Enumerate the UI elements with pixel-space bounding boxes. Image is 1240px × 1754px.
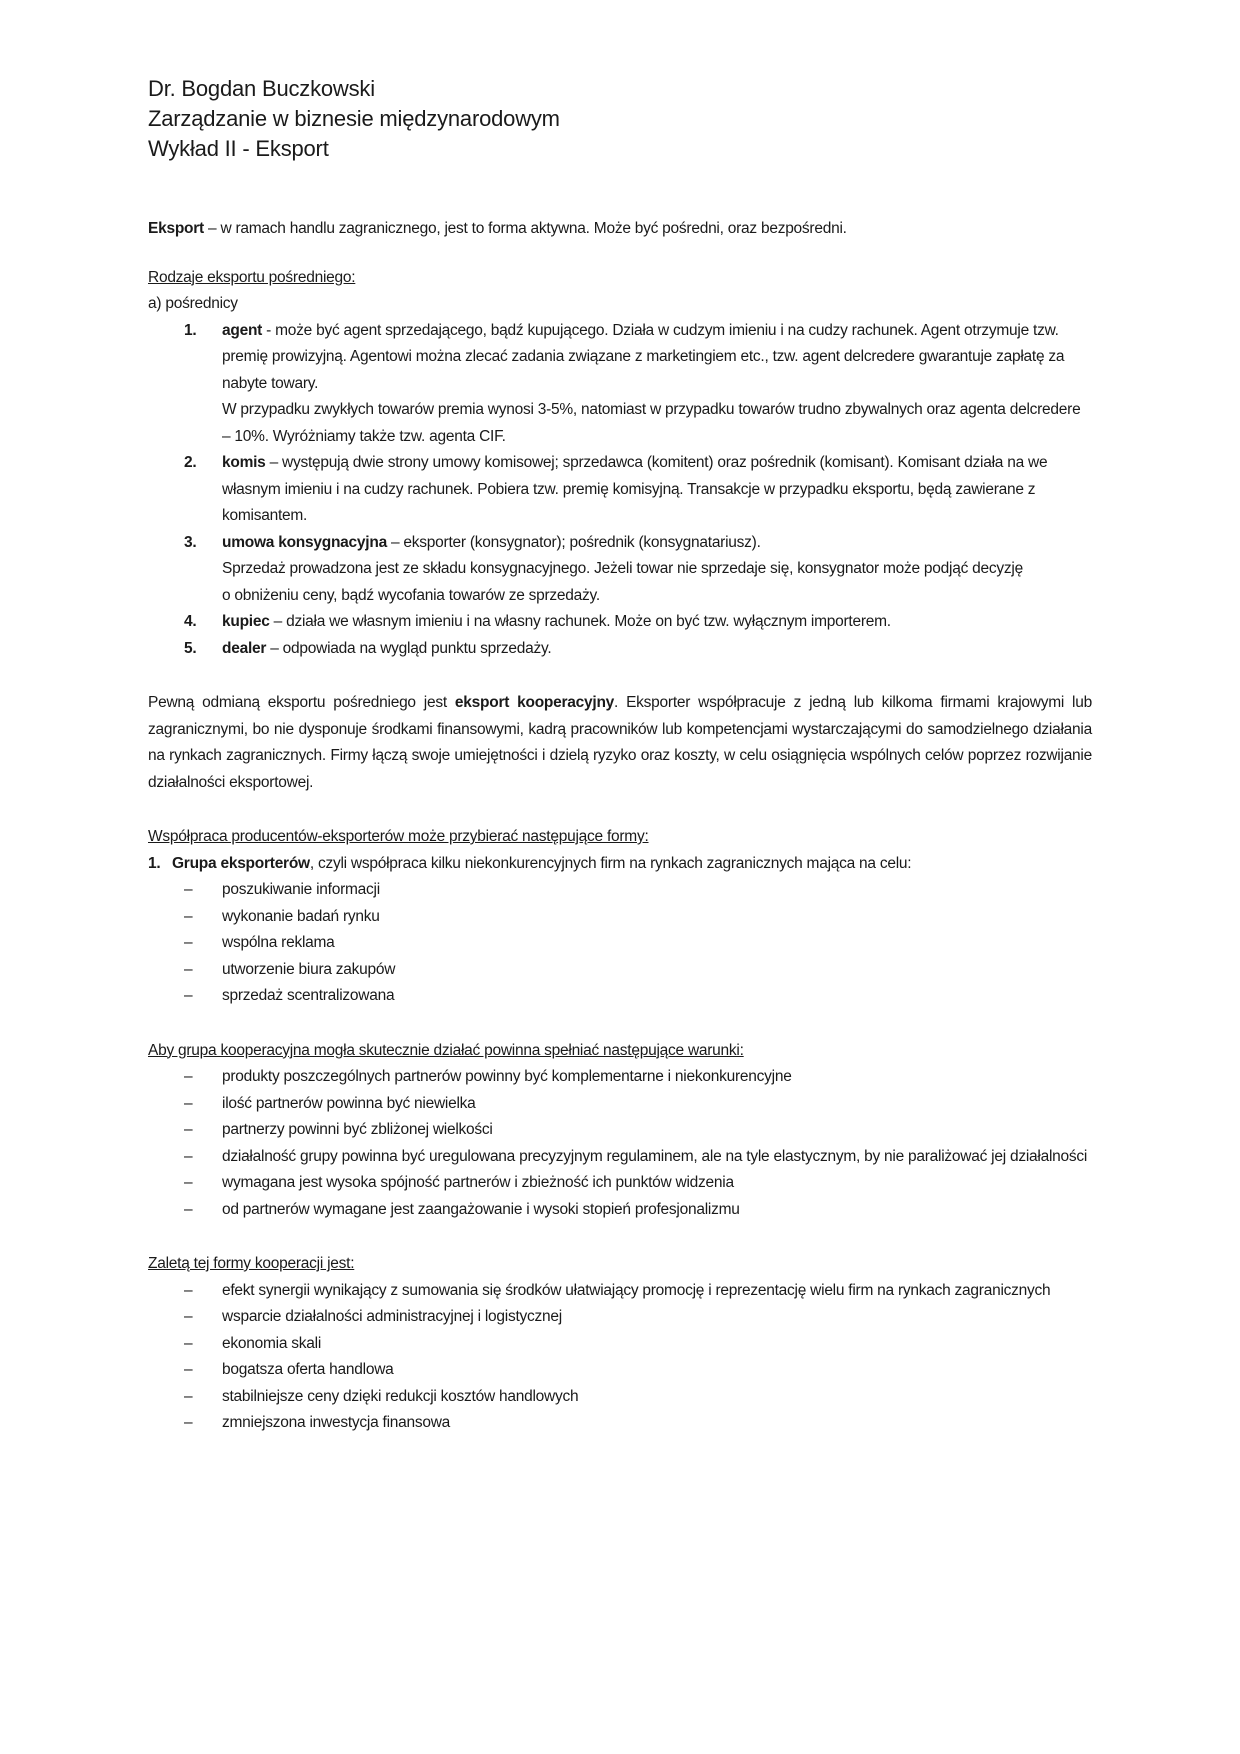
cooperative-text: . Eksporter współpracuje z jedną lub kilkoma firmami krajowymi lub zagranicznymi, bo nie dysponuje środkami finansowymi, kadrą pracowników lub kompetencjami wystarczającymi do samodzielnego działania na rynkach zagranicznych. Firmy łączą swoje umiejętności i dzielą ryzyko oraz koszty, w celu osiągnięcia wspólnych celów poprzez rozwijanie działalności eksportowej. [148, 694, 1092, 791]
list-item [148, 1144, 1092, 1171]
list-item-text: produkty poszczególnych partnerów powinny być komplementarne i niekonkurencyjne [222, 1068, 792, 1085]
dash-bullet: – [184, 1174, 193, 1191]
dash-bullet: – [184, 1200, 193, 1218]
list-item [148, 1410, 1092, 1437]
dash-bullet: – [184, 1147, 193, 1165]
item-term: agent [222, 321, 263, 339]
item-text: – eksporter (konsygnator); pośrednik (konsygnatariusz). [386, 533, 761, 551]
dash-bullet: – [184, 1068, 193, 1085]
course-title: Zarządzanie w biznesie międzynarodowym [148, 106, 560, 131]
item-number: 5. [184, 639, 197, 657]
list-item-text: ilość partnerów powinna być niewielka [222, 1094, 476, 1112]
lecture-title: Wykład II - Eksport [148, 136, 329, 161]
dash-bullet: – [184, 987, 193, 1004]
dash-bullet: – [184, 1414, 193, 1431]
dash-bullet: – [184, 1334, 193, 1352]
forms-list [148, 877, 1092, 1010]
forms-text: , czyli współpraca kilku niekonkurencyjnych firm na rynkach zagranicznych mająca na celu: [309, 854, 912, 872]
list-item [148, 1384, 1092, 1411]
item-text: W przypadku zwykłych towarów premia wynosi 3-5%, natomiast w przypadku towarów trudno zbywalnych oraz agenta delcredere – 10%. Wyróżniamy także tzw. agenta CIF. [222, 401, 1081, 445]
item-number: 1. [184, 321, 197, 339]
document-body [148, 216, 1092, 1437]
list-item [148, 1197, 1092, 1224]
list-item-text: od partnerów wymagane jest zaangażowanie i wysoki stopień profesjonalizmu [222, 1200, 740, 1218]
list-item [148, 930, 1092, 957]
item-text: o obniżeniu ceny, bądź wycofania towarów ze sprzedaży. [222, 586, 600, 604]
item-number: 2. [184, 454, 197, 471]
dash-bullet: – [184, 934, 193, 951]
list-item-text: utworzenie biura zakupów [222, 960, 396, 978]
list-item-text: partnerzy powinni być zbliżonej wielkości [222, 1121, 493, 1138]
list-item-text: wymagana jest wysoka spójność partnerów i zbieżność ich punktów widzenia [222, 1174, 734, 1191]
list-item-text: efekt synergii wynikający z sumowania się środków ułatwiający promocję i reprezentację wielu firm na rynkach zagranicznych [222, 1281, 1051, 1299]
list-item [148, 1064, 1092, 1091]
item-term: komis [222, 454, 266, 471]
intro-term: Eksport [148, 220, 204, 237]
dash-bullet: – [184, 960, 193, 978]
item-text: – odpowiada na wygląd punktu sprzedaży. [266, 639, 552, 657]
cooperative-text: Pewną odmianą eksportu pośredniego jest [148, 694, 455, 711]
list-item [148, 1170, 1092, 1197]
list-item-text: sprzedaż scentralizowana [222, 987, 395, 1004]
list-item-text: stabilniejsze ceny dzięki redukcji kosztów handlowych [222, 1387, 579, 1405]
list-item-text: poszukiwanie informacji [222, 881, 380, 898]
indirect-heading: Rodzaje eksportu pośredniego: [148, 268, 356, 286]
list-item [148, 318, 1092, 451]
list-item [148, 1331, 1092, 1358]
intro-paragraph [148, 216, 1092, 243]
item-term: umowa konsygnacyjna [222, 533, 387, 551]
cooperative-term: eksport kooperacyjny [454, 694, 615, 711]
indirect-subheading: a) pośrednicy [148, 295, 238, 312]
list-item [148, 1357, 1092, 1384]
list-item-text: wspólna reklama [222, 934, 335, 951]
author-name: Dr. Bogdan Buczkowski [148, 76, 375, 101]
list-item [148, 1091, 1092, 1118]
item-text: Sprzedaż prowadzona jest ze składu konsygnacyjnego. Jeżeli towar nie sprzedaje się, konsygnator może podjąć decyzję [222, 560, 1023, 577]
item-text: – działa we własnym imieniu i na własny rachunek. Może on być tzw. wyłącznym importerem. [269, 613, 891, 630]
conditions-list [148, 1064, 1092, 1223]
item-term: kupiec [222, 613, 270, 630]
list-item [148, 636, 1092, 663]
list-item [148, 983, 1092, 1010]
list-item [148, 450, 1092, 530]
list-item [148, 1278, 1092, 1305]
item-text: – występują dwie strony umowy komisowej; sprzedawca (komitent) oraz pośrednik (komisant). Komisant działa na we własnym imieniu i na cudzy rachunek. Pobiera tzw. premię komisyjną. Transakcje w przypadku eksportu, będą zawierane z komisantem. [222, 454, 1048, 524]
forms-item [148, 851, 1092, 878]
list-item-text: wsparcie działalności administracyjnej i logistycznej [222, 1308, 562, 1325]
advantages-heading: Zaletą tej formy kooperacji jest: [148, 1255, 355, 1272]
cooperative-paragraph [148, 690, 1092, 796]
list-item [148, 957, 1092, 984]
dash-bullet: – [184, 1094, 193, 1112]
list-item [148, 609, 1092, 636]
item-text: - może być agent sprzedającego, bądź kupującego. Działa w cudzym imieniu i na cudzy rachunek. Agent otrzymuje tzw. premię prowizyjną. Agentowi można zlecać zadania związane z marketingiem etc., tzw. agent delcredere gwarantuje zapłatę za nabyte towary. [222, 321, 1065, 392]
forms-term: Grupa eksporterów [172, 854, 310, 872]
advantages-list [148, 1278, 1092, 1437]
list-item-text: zmniejszona inwestycja finansowa [222, 1414, 451, 1431]
document-header [148, 74, 560, 164]
item-number: 4. [184, 613, 197, 630]
dash-bullet: – [184, 907, 193, 925]
dash-bullet: – [184, 1281, 193, 1299]
item-number: 1. [148, 854, 161, 872]
list-item-text: wykonanie badań rynku [222, 907, 380, 925]
intro-text: – w ramach handlu zagranicznego, jest to forma aktywna. Może być pośredni, oraz bezpośredni. [203, 220, 847, 237]
dash-bullet: – [184, 1387, 193, 1405]
intermediaries-list [148, 318, 1092, 663]
forms-heading: Współpraca producentów-eksporterów może przybierać następujące formy: [148, 828, 649, 845]
list-item-text: bogatsza oferta handlowa [222, 1361, 394, 1378]
list-item [148, 904, 1092, 931]
dash-bullet: – [184, 1308, 193, 1325]
item-number: 3. [184, 533, 197, 551]
dash-bullet: – [184, 1361, 193, 1378]
conditions-heading: Aby grupa kooperacyjna mogła skutecznie działać powinna spełniać następujące warunki: [148, 1041, 744, 1059]
dash-bullet: – [184, 881, 193, 898]
dash-bullet: – [184, 1121, 193, 1138]
list-item-text: działalność grupy powinna być uregulowana precyzyjnym regulaminem, ale na tyle elastycznym, by nie paraliżować jej działalności [222, 1147, 1088, 1165]
list-item [148, 1117, 1092, 1144]
list-item [148, 1304, 1092, 1331]
list-item [148, 530, 1092, 610]
item-term: dealer [222, 639, 267, 657]
list-item-text: ekonomia skali [222, 1334, 322, 1352]
list-item [148, 877, 1092, 904]
